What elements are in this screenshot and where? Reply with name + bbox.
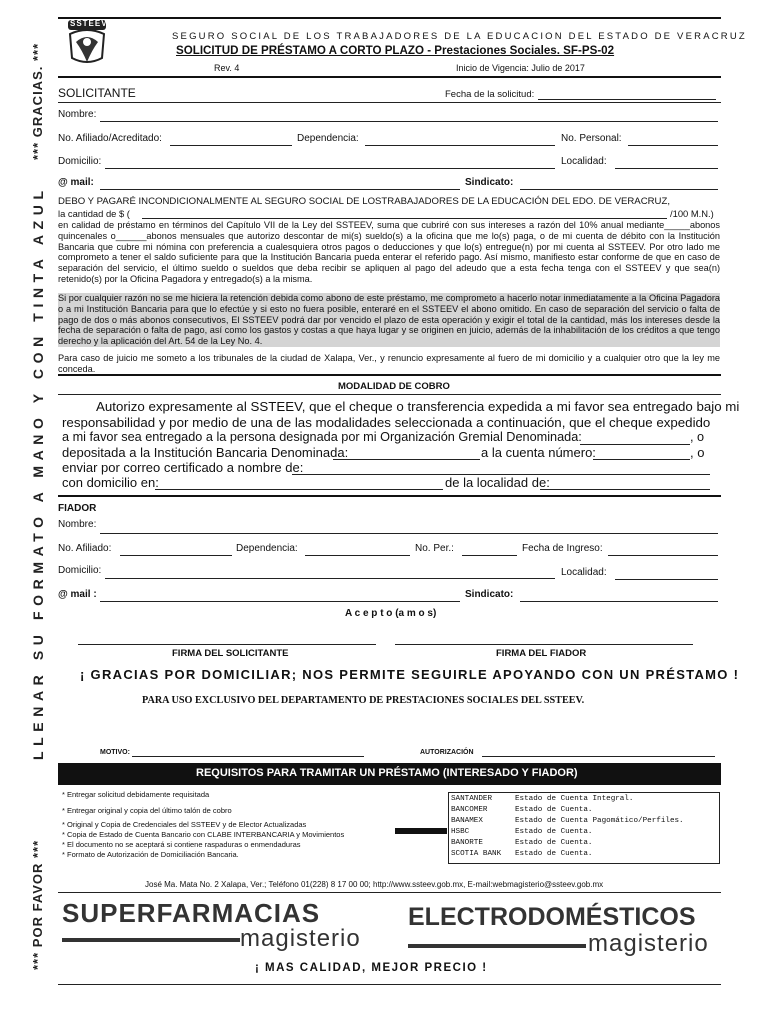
vigencia-label: Inicio de Vigencia: Julio de 2017 [456,63,585,73]
fiador-heading: FIADOR [58,503,97,514]
banks-table [448,792,720,864]
form-title: SOLICITUD DE PRÉSTAMO A CORTO PLAZO - Prestaciones Sociales. SF-PS-02 [176,44,615,57]
arrow-connector [395,828,447,834]
list-item: * Original y Copia de Credenciales del SSTEEV y de Elector Actualizadas [62,820,307,829]
fiador-nombre-label: Nombre: [58,519,97,530]
cantidad-label: la cantidad de $ ( [58,208,130,219]
modalidad-line5: enviar por correo certificado a nombre de: [62,460,304,475]
fiador-per-field[interactable] [462,555,517,556]
list-item: * Entregar solicitud debidamente requisitada [62,790,210,799]
pagare-line1: DEBO Y PAGARÉ INCONDICIONALMENTE AL SEGURO SOCIAL DE LOSTRABAJADORES DE LA EDUCACIÓN DEL EDO. DE VERACRUZ, [58,196,671,207]
rev-label: Rev. 4 [214,63,240,73]
modalidad-heading: MODALIDAD DE COBRO [338,381,450,392]
requisitos-banner [58,763,721,785]
bank-doc: Estado de Cuenta. [515,828,593,836]
fecha-solicitud-label: Fecha de la solicitud: [445,89,535,100]
list-item: * El documento no se aceptará si contiene raspaduras o enmendaduras [62,840,301,849]
bank-name: BANAMEX [451,817,483,825]
slogan: ¡ MAS CALIDAD, MEJOR PRECIO ! [255,962,488,974]
solicitante-rule [58,102,721,103]
personal-label: No. Personal: [561,133,622,144]
footer-address: José Ma. Mata No. 2 Xalapa, Ver.; Teléfono 01(228) 8 17 00 00; http://www.ssteev.gob.mx, E-mail:webmagisterio@ssteev.gob.mx [145,880,604,889]
firma-fiador-line[interactable] [395,644,693,645]
fiador-sindicato-field[interactable] [520,601,718,602]
list-item: * Copia de Estado de Cuenta Bancario con CLABE INTERBANCARIA y Movimientos [62,830,345,839]
domicilio-label: Domicilio: [58,156,102,167]
fiador-afiliado-field[interactable] [120,555,232,556]
bank-doc: Estado de Cuenta. [515,806,593,814]
cuenta-label: a la cuenta número: [481,445,596,460]
firma-solicitante-label: FIRMA DEL SOLICITANTE [172,648,289,659]
modalidad-line4-end: , o [690,445,705,460]
side-text-bottom: *** POR FAVOR *** [30,839,45,970]
side-text-top: *** GRACIAS. *** [30,42,45,160]
bank-name: HSBC [451,828,470,836]
fiador-per-label: No. Per.: [415,543,454,554]
bottom-rule [58,984,721,985]
cuenta-field[interactable] [593,459,690,460]
motivo-label: MOTIVO: [100,749,130,756]
nombre-field[interactable] [100,121,718,122]
brand-electrodomesticos: ELECTRODOMÉSTICOS [408,903,696,931]
banco-field[interactable] [333,459,480,460]
autorizacion-field[interactable] [482,756,715,757]
solicitante-heading: SOLICITANTE [58,86,136,100]
fiador-dependencia-field[interactable] [305,555,410,556]
domicilio-field[interactable] [105,168,555,169]
uso-exclusivo: PARA USO EXCLUSIVO DEL DEPARTAMENTO DE PRESTACIONES SOCIALES DEL SSTEEV. [142,695,585,706]
cantidad-field[interactable] [142,218,667,219]
localidad-correo-label: de la localidad de: [445,475,550,490]
bank-doc: Estado de Cuenta Pagomático/Perfiles. [515,817,684,825]
list-item: * Entregar original y copia del último talón de cobro [62,806,232,815]
dependencia-field[interactable] [365,145,555,146]
firma-fiador-label: FIRMA DEL FIADOR [496,648,587,659]
localidad-correo-field[interactable] [540,489,710,490]
nombre-label: Nombre: [58,109,97,120]
domicilio-correo-field[interactable] [155,489,443,490]
ssteev-logo [62,18,112,68]
bank-name: BANCOMER [451,806,488,814]
header-rule [58,76,721,78]
modalidad-line4: depositada a la Institución Bancaria Denominada: [62,445,349,460]
fiador-domicilio-label: Domicilio: [58,565,102,576]
fiador-localidad-field[interactable] [615,579,718,580]
mn-label: /100 M.N.) [670,208,714,219]
sindicato-label: Sindicato: [465,177,514,188]
fecha-solicitud-field[interactable] [538,99,716,100]
fiador-localidad-label: Localidad: [561,567,607,578]
bank-doc: Estado de Cuenta Integral. [515,795,634,803]
logo-text: SSTEEV [70,19,108,28]
bank-name: BANORTE [451,839,483,847]
bank-name: SANTANDER [451,795,493,803]
brand2-underline [408,944,586,948]
modalidad-line1: Autorizo expresamente al SSTEEV, que el cheque o transferencia expedida a mi favor sea entregado bajo mi [96,399,740,414]
fiador-domicilio-field[interactable] [105,578,555,579]
localidad-label: Localidad: [561,156,607,167]
mail-label: @ mail: [58,177,94,188]
modalidad-line6: con domicilio en: [62,475,159,490]
brand-superfarmacias: SUPERFARMACIAS [62,898,321,928]
fiador-dependencia-label: Dependencia: [236,543,298,554]
organizacion-field[interactable] [580,444,690,445]
modalidad-line3: a mi favor sea entregado a la persona designada por mi Organización Gremial Denominada: [62,430,582,444]
acepto-label: A c e p t o (a m o s) [345,608,437,619]
side-text-middle: LLENAR SU FORMATO A MANO Y CON TINTA AZUL [30,185,46,760]
bank-doc: Estado de Cuenta. [515,839,593,847]
pagare-rule [58,374,721,376]
gracias-banner: ¡ GRACIAS POR DOMICILIAR; NOS PERMITE SEGUIRLE APOYANDO CON UN PRÉSTAMO ! [80,667,740,682]
fiador-sindicato-label: Sindicato: [465,589,514,600]
mail-field[interactable] [100,189,460,190]
fiador-mail-field[interactable] [100,601,460,602]
fiador-afiliado-label: No. Afiliado: [58,543,112,554]
localidad-field[interactable] [615,168,718,169]
fiador-nombre-field[interactable] [100,533,718,534]
fiador-ingreso-field[interactable] [608,555,718,556]
pagare-paragraph-2: Si por cualquier razón no se me hiciera la retención debida como abono de este préstamo, me comprometo a hacerlo notar inmediatamente a la Oficina Pagadora o a mi Institución Bancaria para que lo efectúe y si esto no fuera posible, enteraré en el SSTEEV el abono omitido. En caso de separación del servicio o falta de pago de dos o más abonos consecutivos, El SSTEEV podrá dar por vencido el plazo de esta operación y exigir el total de la cantidad, más los intereses desde la fecha de separación o falta de pago, así como los gastos y costas a que haya lugar y se originen en juicio, además de la inhabilitación de los créditos a que tengo derecho y la aplicación del Art. 54 de la Ley No. 4. [58,293,720,347]
top-rule [58,17,721,19]
footer-rule [58,892,721,893]
bank-doc: Estado de Cuenta. [515,850,593,858]
bank-name: SCOTIA BANK [451,850,502,858]
dependencia-label: Dependencia: [297,133,359,144]
motivo-field[interactable] [132,756,364,757]
brand1-underline [62,938,240,942]
afiliado-label: No. Afiliado/Acreditado: [58,133,162,144]
pagare-paragraph-3: Para caso de juicio me someto a los tribunales de la ciudad de Xalapa, Ver., y renuncio expresamente al fuero de mi domicilio y a cualquier otro que la ley me conceda. [58,353,720,374]
sindicato-field[interactable] [520,189,718,190]
requisitos-heading: REQUISITOS PARA TRAMITAR UN PRÉSTAMO (INTERESADO Y FIADOR) [196,767,578,779]
modalidad-line2: responsabilidad y por medio de una de las modalidades seleccionada a continuación, que el cheque expedido [62,415,711,430]
fiador-ingreso-label: Fecha de Ingreso: [522,543,603,554]
autorizacion-label: AUTORIZACIÓN [420,749,474,756]
afiliado-field[interactable] [170,145,292,146]
org-name: SEGURO SOCIAL DE LOS TRABAJADORES DE LA EDUCACION DEL ESTADO DE VERACRUZ [172,31,747,42]
pagare-paragraph-1: en calidad de préstamo en términos del Capítulo VII de la Ley del SSTEEV, suma que cubriré con sus intereses a razón del 10% anual mediante_____abonos quincenales o______abonos mensuales que autorizo descontar de mi(s) sueldo(s) a la oficina que me lo(s) paga, o de mi cuenta de débito con la Institución Bancaria que cubre mi nómina con preferencia a cualesquiera otros pagos o deducciones y que lo(s) entregue(n) por mi cuenta al SSTEEV. Por otro lado me comprometo a tener el saldo suficiente para que la Institución Bancaria pueda enterar el referido pago. Así mismo, manifiesto estar conforme de que en caso de separación del servicio, el último sueldo o sueldos que deba recibir se apliquen al pago del adeudo que a esta fecha tenga con el SSTEEV y que sea(n) retenido(s) por la Oficina Pagadora y entregado(s) a la misma. [58,220,720,284]
brand-magisterio-1: magisterio [240,925,361,952]
personal-field[interactable] [628,145,718,146]
fiador-mail-label: @ mail : [58,589,97,600]
list-item: * Formato de Autorización de Domiciliación Bancaria. [62,850,239,859]
modalidad-rule [58,394,721,395]
modalidad-bottom-rule [58,495,721,497]
brand-magisterio-2: magisterio [588,930,709,957]
firma-solicitante-line[interactable] [78,644,376,645]
modalidad-line3-end: , o [690,430,705,444]
